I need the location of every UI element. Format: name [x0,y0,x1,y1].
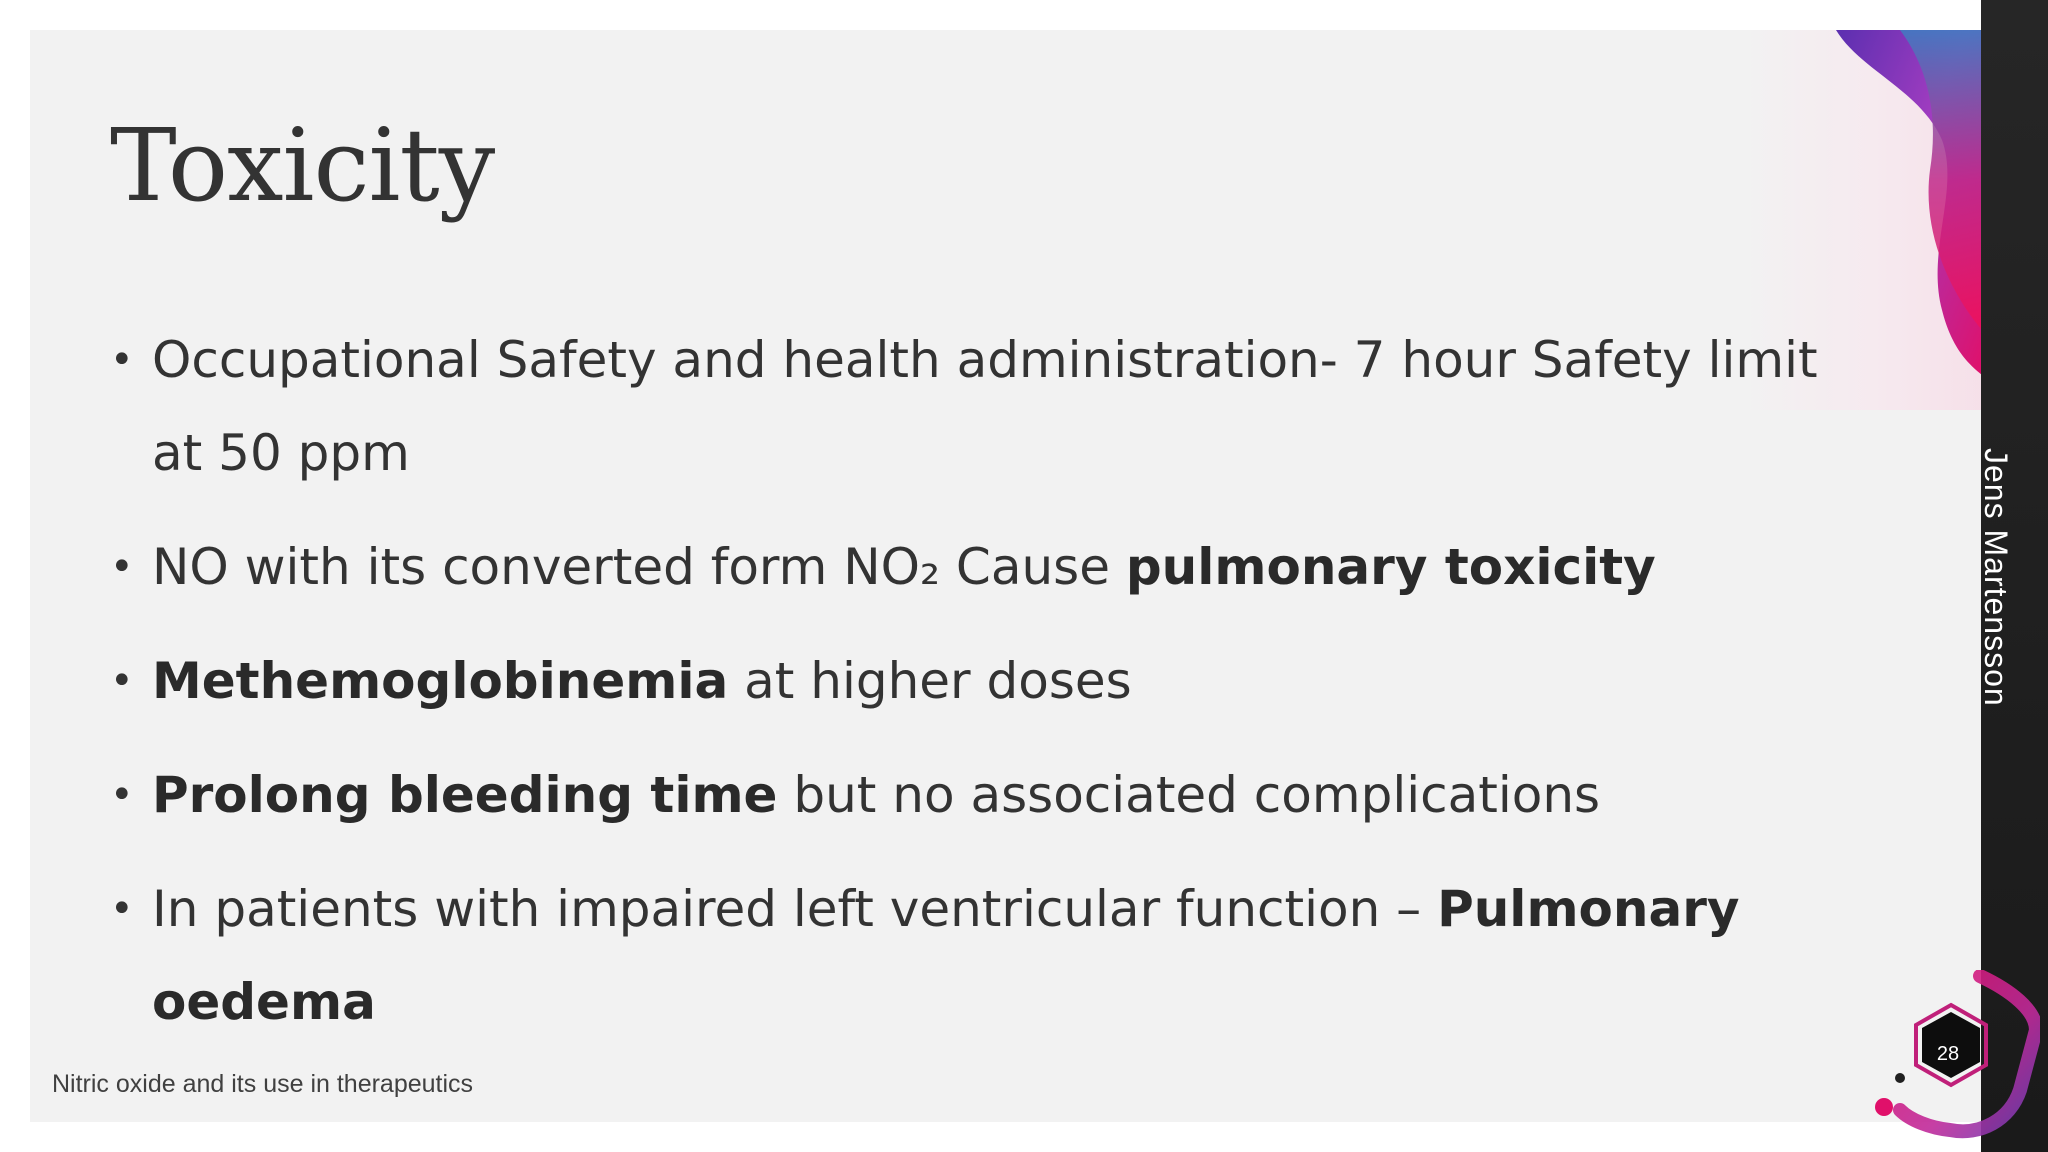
bullet-item [110,635,1870,728]
bullet-text-bold: Pulmonary oedema [152,880,1740,1031]
bullet-item [110,863,1870,1049]
slide-footer: Nitric oxide and its use in therapeutics [52,1070,474,1098]
bullet-text-bold: Methemoglobinemia [152,652,729,710]
bullet-dot-icon: • [110,337,134,383]
bullet-list [110,314,1870,1070]
bullet-dot-icon: • [110,772,134,818]
bullet-text: NO with its converted form NO₂ Cause [152,538,1126,596]
bullet-dot-icon: • [110,658,134,704]
bullet-text: Occupational Safety and health administration- 7 hour Safety limit at 50 ppm [152,331,1818,482]
ribbon-decoration-icon [1830,30,1982,375]
bullet-text: In patients with impaired left ventricular function – [152,880,1438,938]
slide-title: Toxicity [110,107,495,224]
bullet-text: but no associated complications [777,766,1601,824]
bullet-dot-icon: • [110,886,134,932]
bullet-dot-icon: • [110,544,134,590]
bullet-item [110,521,1870,614]
bullet-item [110,749,1870,842]
page-number: 28 [1936,1043,1960,1065]
presenter-name: Jens Martensson [1978,448,2014,707]
bullet-text: at higher doses [728,652,1132,710]
bullet-item [110,314,1870,500]
slide-canvas [30,30,1981,1122]
bullet-text-bold: Prolong bleeding time [152,766,778,824]
bullet-text-bold: pulmonary toxicity [1125,538,1656,596]
